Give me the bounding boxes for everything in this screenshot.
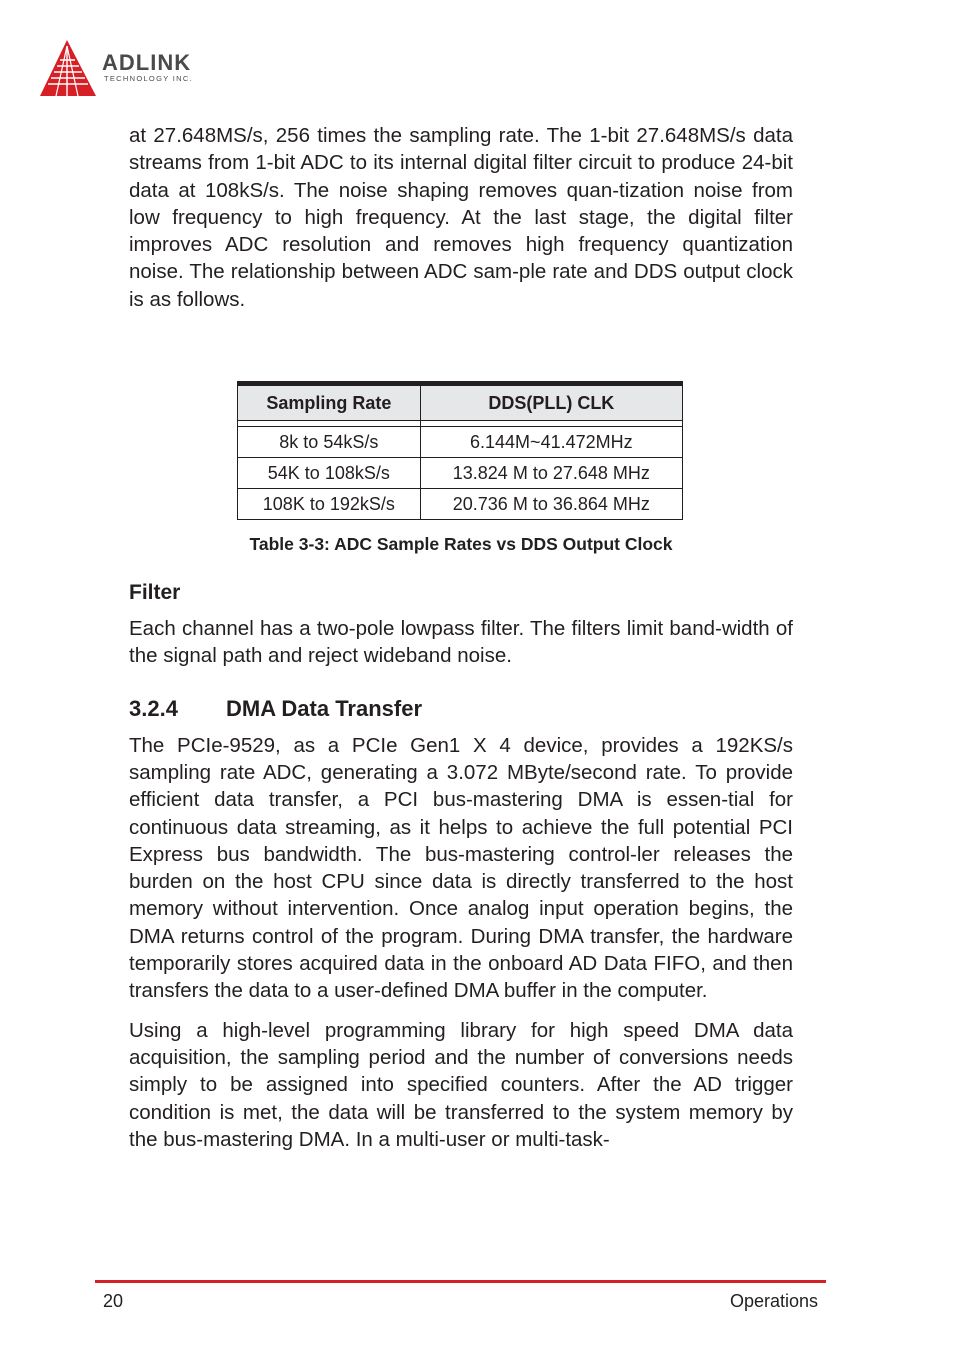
- table-caption: Table 3-3: ADC Sample Rates vs DDS Output Clock: [249, 534, 673, 555]
- table-row: [238, 489, 683, 520]
- adlink-logo: [38, 38, 238, 100]
- filter-heading: Filter: [129, 581, 181, 605]
- logo-subtitle: TECHNOLOGY INC.: [104, 74, 193, 83]
- intro-paragraph: at 27.648MS/s, 256 times the sampling rate. The 1-bit 27.648MS/s data streams from 1-bit ADC to its internal digital filter circuit to produce 24-bit data at 108kS/s. The noise shaping removes quan-tization noise from low frequency to high frequency. At the last stage, the digital filter improves ADC resolution and removes high frequency quantization noise. The relationship between ADC sam-ple rate and DDS output clock is as follows.: [129, 124, 793, 311]
- logo-wordmark: ADLINK: [102, 50, 192, 75]
- adlink-triangle-icon: [38, 38, 102, 100]
- section-heading: [129, 696, 793, 722]
- adc-rates-table: [237, 381, 683, 520]
- table-cell: 13.824 M to 27.648 MHz: [420, 458, 682, 489]
- table-cell: 8k to 54kS/s: [238, 427, 421, 458]
- table-cell: 6.144M~41.472MHz: [420, 427, 682, 458]
- dma-paragraph-2: Using a high-level programming library for high speed DMA data acquisition, the sampling period and the number of conversions needs simply to be assigned into specified counters. After the AD trigger condition is met, the data will be transferred to the system memory by the bus-mastering DMA. In a multi-user or multi-task-: [129, 1018, 793, 1151]
- column-header-sampling-rate: Sampling Rate: [238, 384, 421, 421]
- table-row: [238, 458, 683, 489]
- page-content: [129, 122, 793, 1153]
- dma-paragraph-1: The PCIe-9529, as a PCIe Gen1 X 4 device, provides a 192KS/s sampling rate ADC, generating a 3.072 MByte/second rate. To provide efficient data transfer, a PCI bus-mastering DMA is essen-tial for continuous data streaming, as it helps to achieve the full potential PCI Express bus bandwidth. The bus-mastering control-ler releases the burden on the host CPU since data is directly transferred to the host memory without intervention. Once analog input operation begins, the DMA returns control of the program. During DMA transfer, the hardware temporarily stores acquired data in the onboard AD Data FIFO, and then transfers the data to a user-defined DMA buffer in the computer.: [129, 733, 793, 1003]
- table-cell: 20.736 M to 36.864 MHz: [420, 489, 682, 520]
- section-title: DMA Data Transfer: [226, 695, 423, 721]
- table-header-row: [238, 384, 683, 421]
- table-row: [238, 427, 683, 458]
- table-cell: 54K to 108kS/s: [238, 458, 421, 489]
- footer-section-name: Operations: [729, 1291, 818, 1311]
- section-number: 3.2.4: [129, 695, 178, 721]
- page-number: 20: [103, 1291, 124, 1311]
- footer-divider: [95, 1280, 826, 1283]
- table-cell: 108K to 192kS/s: [238, 489, 421, 520]
- column-header-dds-clk: DDS(PLL) CLK: [420, 384, 682, 421]
- filter-paragraph: Each channel has a two-pole lowpass filter. The filters limit band-width of the signal path and reject wideband noise.: [129, 617, 793, 668]
